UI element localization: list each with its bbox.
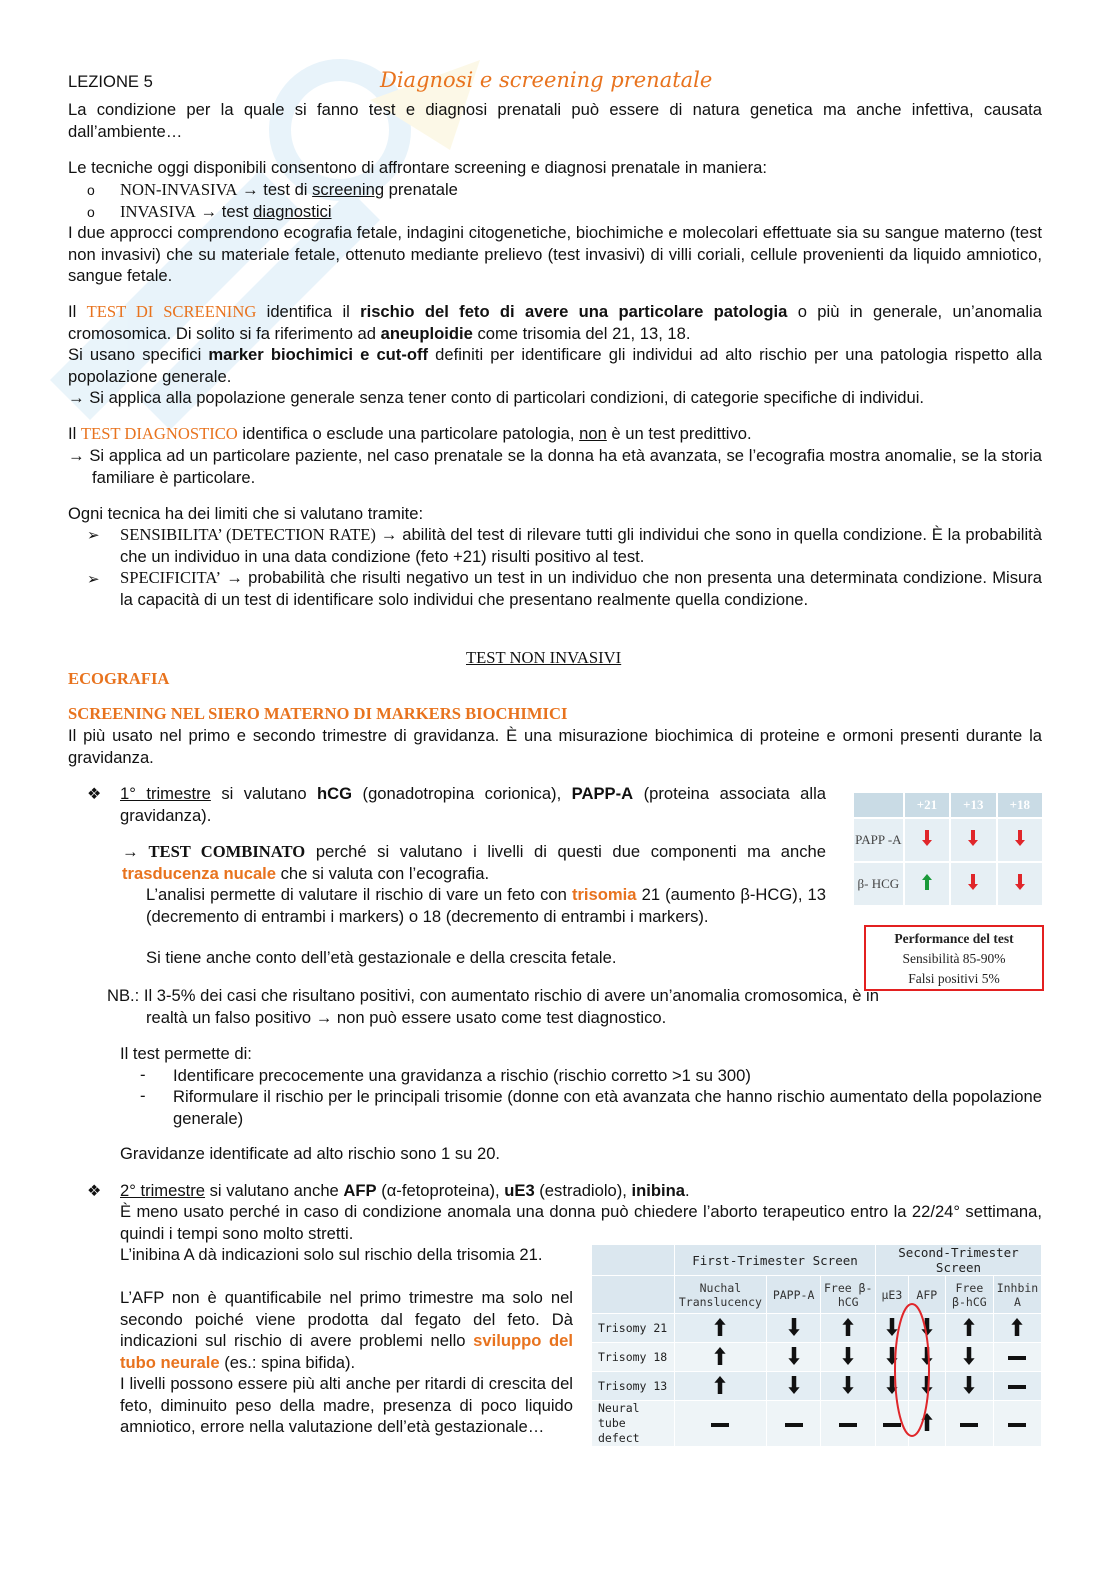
serum-screening-heading: SCREENING NEL SIERO MATERNO DI MARKERS BIOCHIMICI [68,704,568,723]
col-header: Free β-hCG [821,1276,876,1314]
arrow-cell [904,818,950,862]
lesson-label: LEZIONE 5 [68,72,153,91]
intro-paragraph-1: La condizione per la quale si fanno test e diagnosi prenatali può essere di natura genetica ma anche infettiva, causata dall’ambiente… [68,100,1042,141]
col-header: Nuchal Translucency [674,1276,766,1314]
second-trimester-paragraph-3: L’AFP non è quantificabile nel primo trimestre ma solo nel secondo poiché viene prodotta dal fegato del feto. Dà indicazioni sul rischio di avere problemi nello sviluppo del tubo neurale (es.: spina bifida). [120,1288,573,1372]
down-arrow-icon [1015,834,1025,849]
col-header: Inhbin A [993,1276,1041,1314]
down-arrow-icon [821,1343,876,1372]
up-arrow-icon [922,878,932,893]
allows-item-2: Riformulare il rischio per le principali trisomie (donne con età avanzata che hanno rischio aumentato della popolazione generale) [173,1087,1042,1128]
specificity-item: SPECIFICITA’ → probabilità che risulti negativo un test in un individuo che non presenta una determinata condizione. Misura la capacità di un test di identificare solo individui che presentano realmente quella condizione. [120,568,1042,609]
high-risk-note: Gravidanze identificate ad alto rischio sono 1 su 20. [120,1144,501,1163]
diagnostic-test-paragraph: Il TEST DIAGNOSTICO identifica o esclude una particolare patologia, non è un test predittivo. [68,424,752,443]
option-non-invasive: NON-INVASIVA → test di screening prenatale [120,180,458,199]
up-arrow-icon [821,1314,876,1343]
up-arrow-icon [674,1343,766,1372]
flat-bar-icon [821,1401,876,1447]
test-allows-intro: Il test permette di: [120,1044,252,1063]
marker-col-13: +13 [950,792,996,818]
second-trimester-group-header: Second-Trimester Screen [876,1245,1042,1276]
intro-paragraph-3: I due approcci comprendono ecografia fetale, indagini citogenetiche, biochimiche e molecolari effettuate sia su sangue materno (test non invasivi) che su materiale fetale, ottenuto mediante prelievo (test invasivi) di villi coriali, cellule provenienti da liquido amniotico, sangue fetale. [68,223,1042,286]
down-arrow-icon [945,1343,993,1372]
diamond-bullet-icon: ❖ [87,1183,102,1200]
row-label: Trisomy 21 [592,1314,675,1343]
table-row [592,1401,1042,1447]
down-arrow-icon [766,1343,821,1372]
nb-paragraph: NB.: Il 3-5% dei casi che risultano positivi, con aumentato rischio di avere un’anomalia cromosomica, è in realtà un falso positivo → non può essere usato come test diagnostico. [107,986,879,1027]
afp-highlight-ellipse [890,1300,940,1440]
flat-bar-icon [993,1401,1041,1447]
up-arrow-icon [674,1314,766,1343]
flat-bar-icon [674,1401,766,1447]
arrow-bullet-icon: ➢ [87,527,100,544]
second-trimester-paragraph-2: L’inibina A dà indicazioni solo sul rischio della trisomia 21. [120,1245,543,1264]
flat-bar-icon [945,1401,993,1447]
circle-bullet-icon: o [87,182,95,198]
combined-analysis-paragraph: L’analisi permette di valutare il rischio di vare un feto con trisomia 21 (aumento β-HCG), 13 (decremento di entrambi i markers) o 18 (decremento di entrambi i markers). [146,885,826,926]
flat-bar-icon [993,1372,1041,1401]
first-trimester-group-header: First-Trimester Screen [674,1245,875,1276]
arrow-bullet-icon: ➢ [87,571,100,588]
allows-item-1: Identificare precocemente una gravidanza a rischio (rischio corretto >1 su 300) [173,1066,751,1085]
option-invasive: INVASIVA → test diagnostici [120,202,332,221]
marker-table [852,791,1044,907]
first-trimester-item: 1° trimestre si valutano hCG (gonadotropina corionica), PAPP-A (proteina associata alla gravidanza). [120,784,826,825]
non-invasive-heading: TEST NON INVASIVI [466,648,622,667]
serum-screening-paragraph: Il più usato nel primo e secondo trimestre di gravidanza. È una misurazione biochimica di proteine e ormoni presenti durante la gravidanza. [68,726,1042,767]
row-label: Trisomy 13 [592,1372,675,1401]
marker-col-18: +18 [997,792,1043,818]
arrow-cell [950,862,996,906]
col-header: AFP [908,1276,945,1314]
screening-markers-paragraph: Si usano specifici marker biochimici e cut-off definiti per identificare gli individui ad alto rischio per una patologia rispetto alla popolazione generale. [68,345,1042,386]
down-arrow-icon [1015,878,1025,893]
down-arrow-icon [821,1372,876,1401]
circle-bullet-icon: o [87,204,95,220]
second-trimester-paragraph-4: I livelli possono essere più alti anche per ritardi di crescita del feto, diminuito peso della madre, presenza di poco liquido amniotico, errore nella valutazione dell’età gestazionale… [120,1374,573,1437]
marker-col-21: +21 [904,792,950,818]
ecografia-heading: ECOGRAFIA [68,669,170,688]
performance-title: Performance del test [894,931,1014,946]
row-label: Trisomy 18 [592,1343,675,1372]
col-header: Free β-hCG [945,1276,993,1314]
up-arrow-icon [674,1372,766,1401]
arrow-cell [904,862,950,906]
col-header: PAPP-A [766,1276,821,1314]
second-trimester-item: 2° trimestre si valutano anche AFP (α-fetoproteina), uE3 (estradiolo), inibina. [120,1181,690,1200]
dash-bullet-icon: - [140,1065,146,1084]
flat-bar-icon [766,1401,821,1447]
intro-paragraph-2: Le tecniche oggi disponibili consentono di affrontare screening e diagnosi prenatale in maniera: [68,158,767,177]
down-arrow-icon [766,1314,821,1343]
arrow-cell [950,818,996,862]
col-header: μE3 [876,1276,909,1314]
up-arrow-icon [993,1314,1041,1343]
down-arrow-icon [766,1372,821,1401]
diamond-bullet-icon: ❖ [87,786,102,803]
table-row [592,1343,1042,1372]
marker-row-label-pappa: PAPP -A [853,818,904,862]
arrow-cell [997,818,1043,862]
sensitivity-item: SENSIBILITA’ (DETECTION RATE) → abilità del test di rilevare tutti gli individui che sono in quella condizione. È la probabilità che un individuo in una data condizione (feto +21) risulti positivo al test. [120,525,1042,566]
row-label: Neural tube defect [592,1401,675,1447]
second-trimester-paragraph-1: È meno usato perché in caso di condizione anomala una donna può chiedere l’aborto terapeutico entro la 22/24° settimana, quindi i tempi sono molto stretti. [120,1202,1042,1243]
flat-bar-icon [993,1343,1041,1372]
table-row [592,1314,1042,1343]
screening-comparison-table [591,1244,1042,1447]
dash-bullet-icon: - [140,1086,146,1105]
down-arrow-icon [922,834,932,849]
marker-row-label-bhcg: β- HCG [853,862,904,906]
screening-applies-paragraph: → Si applica alla popolazione generale senza tener conto di particolari condizioni, di categorie specifiche di individui. [68,388,925,407]
down-arrow-icon [968,878,978,893]
combined-test-paragraph: → TEST COMBINATO perché si valutano i livelli di questi due componenti ma anche trasducenza nucale che si valuta con l’ecografia. [122,842,826,883]
performance-box [864,925,1044,991]
performance-false-positives: Falsi positivi 5% [908,971,1000,986]
diagnostic-applies-paragraph: → Si applica ad un particolare paziente, nel caso prenatale se la donna ha età avanzata, se l’ecografia mostra anomalie, se la storia familiare è particolare. [68,446,1042,487]
table-row [592,1372,1042,1401]
screening-test-paragraph: Il TEST DI SCREENING identifica il rischio del feto di avere una particolare patologia o più in generale, un’anomalia cromosomica. Di solito si fa riferimento ad aneuploidie come trisomia del 21, 13, 18. [68,302,1042,343]
performance-sensitivity: Sensibilità 85-90% [902,951,1006,966]
combined-gestational-paragraph: Si tiene anche conto dell’età gestazionale e della crescita fetale. [146,948,617,967]
down-arrow-icon [945,1372,993,1401]
limits-intro: Ogni tecnica ha dei limiti che si valutano tramite: [68,504,424,523]
arrow-cell [997,862,1043,906]
page-title: Diagnosi e screening prenatale [380,68,713,92]
down-arrow-icon [968,834,978,849]
up-arrow-icon [945,1314,993,1343]
